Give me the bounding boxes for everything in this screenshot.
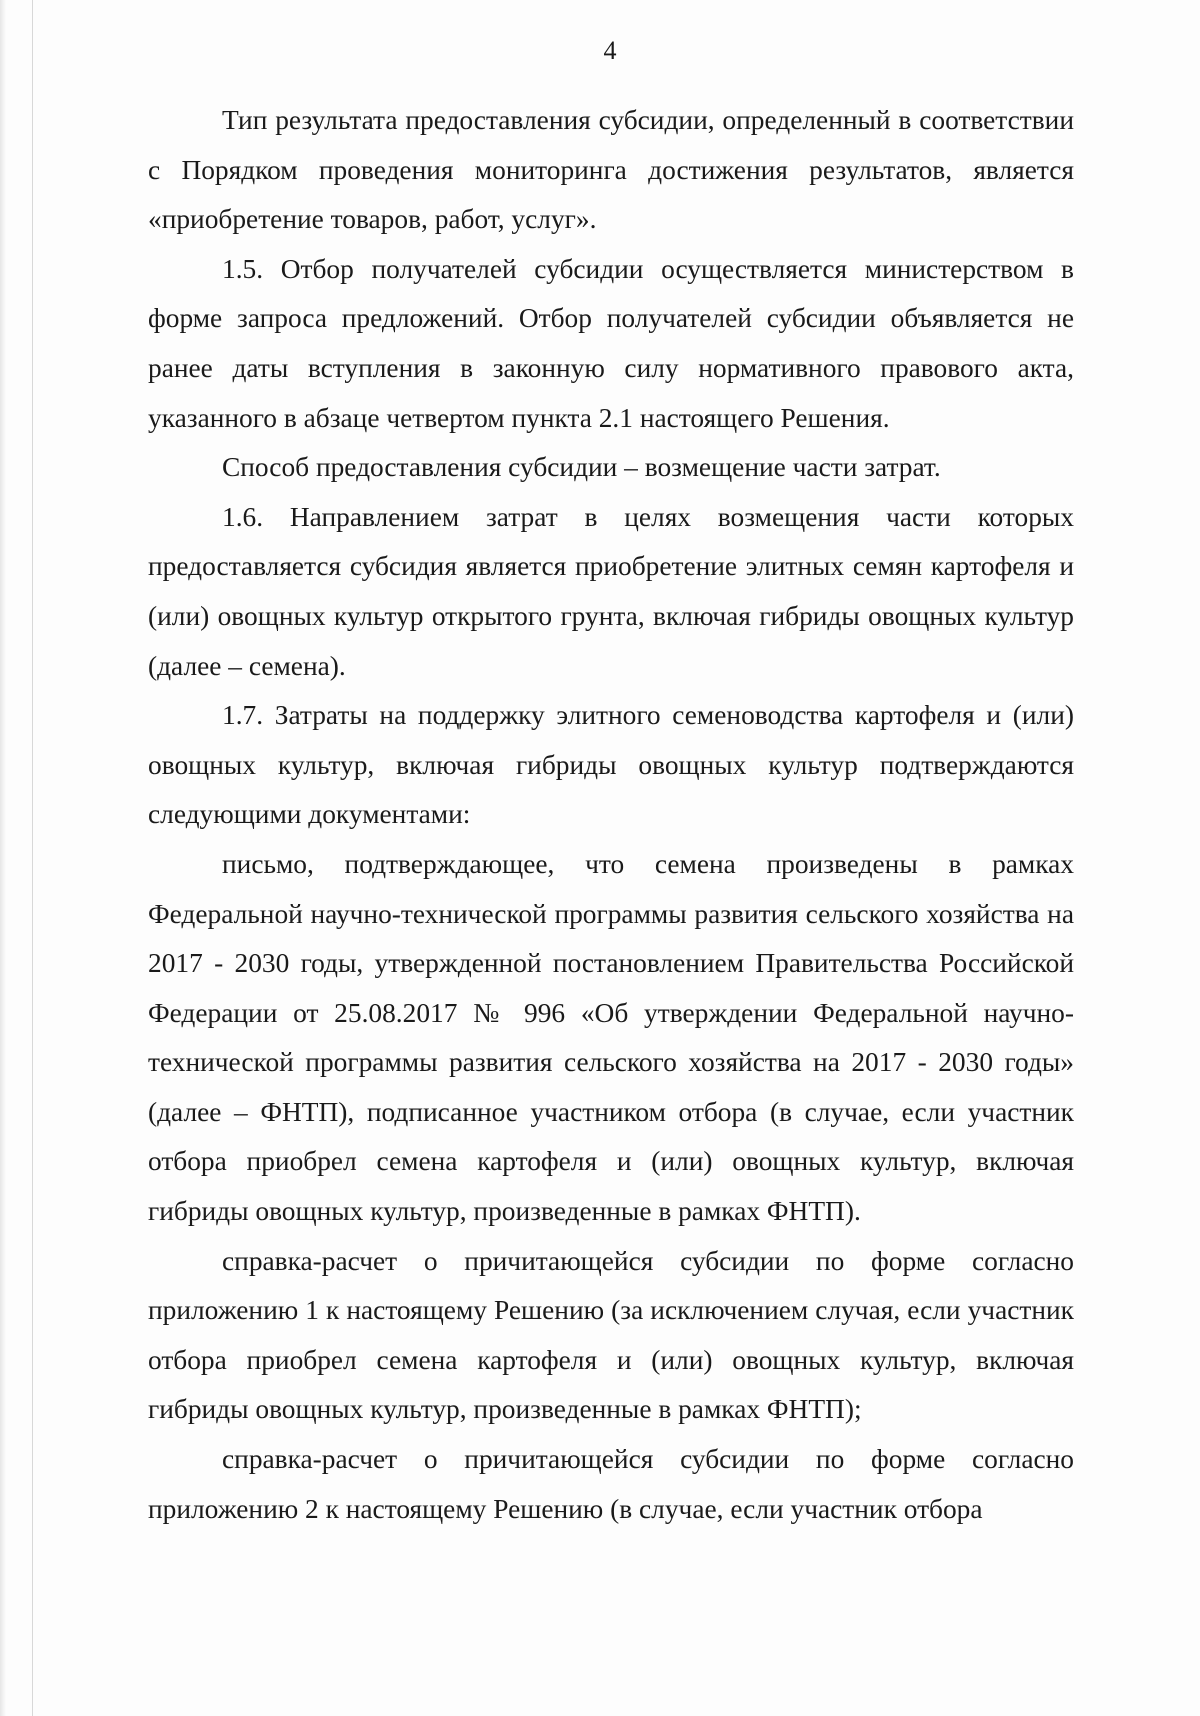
paragraph-calc-appendix-1: справка-расчет о причитающейся субсидии по форме согласно приложению 1 к настоящему Решению (за исключением случая, если участник отбора приобрел семена картофеля и (или) овощных культур, включая гибриды овощных культур, произведенные в рамках ФНТП); bbox=[148, 1245, 1074, 1425]
paragraph-letter: письмо, подтверждающее, что семена произведены в рамках Федеральной научно-технической программы развития сельского хозяйства на 2017 - 2030 годы, утвержденной постановлением Правительства Российской Федерации от 25.08.2017 № 996 «Об утверждении Федеральной научно-технической программы развития сельского хозяйства на 2017 - 2030 годы» (далее – ФНТП), подписанное участником отбора (в случае, если участник отбора приобрел семена картофеля и (или) овощных культур, включая гибриды овощных культур, произведенные в рамках ФНТП). bbox=[148, 848, 1074, 1227]
paragraph-1-7: 1.7. Затраты на поддержку элитного семеноводства картофеля и (или) овощных культур, включая гибриды овощных культур подтверждаются следующими документами: bbox=[148, 700, 1074, 830]
page-number: 4 bbox=[603, 36, 617, 65]
paragraph-calc-appendix-2: справка-расчет о причитающейся субсидии по форме согласно приложению 2 к настоящему Решению (в случае, если участник отбора bbox=[148, 1444, 1074, 1524]
margin-line bbox=[32, 0, 33, 1716]
paragraph-1-6: 1.6. Направлением затрат в целях возмещения части которых предоставляется субсидия является приобретение элитных семян картофеля и (или) овощных культур открытого грунта, включая гибриды овощных культур (далее – семена). bbox=[148, 501, 1074, 681]
scan-edge-shadow bbox=[0, 0, 6, 1716]
body-text bbox=[148, 96, 1074, 1534]
paragraph-subsidy-method: Способ предоставления субсидии – возмещение части затрат. bbox=[222, 452, 941, 483]
paragraph-1-5: 1.5. Отбор получателей субсидии осуществляется министерством в форме запроса предложений. Отбор получателей субсидии объявляется не ранее даты вступления в законную силу нормативного правового акта, указанного в абзаце четвертом пункта 2.1 настоящего Решения. bbox=[148, 253, 1074, 433]
paragraph-result-type: Тип результата предоставления субсидии, определенный в соответствии с Порядком проведения мониторинга достижения результатов, является «приобретение товаров, работ, услуг». bbox=[148, 105, 1074, 235]
